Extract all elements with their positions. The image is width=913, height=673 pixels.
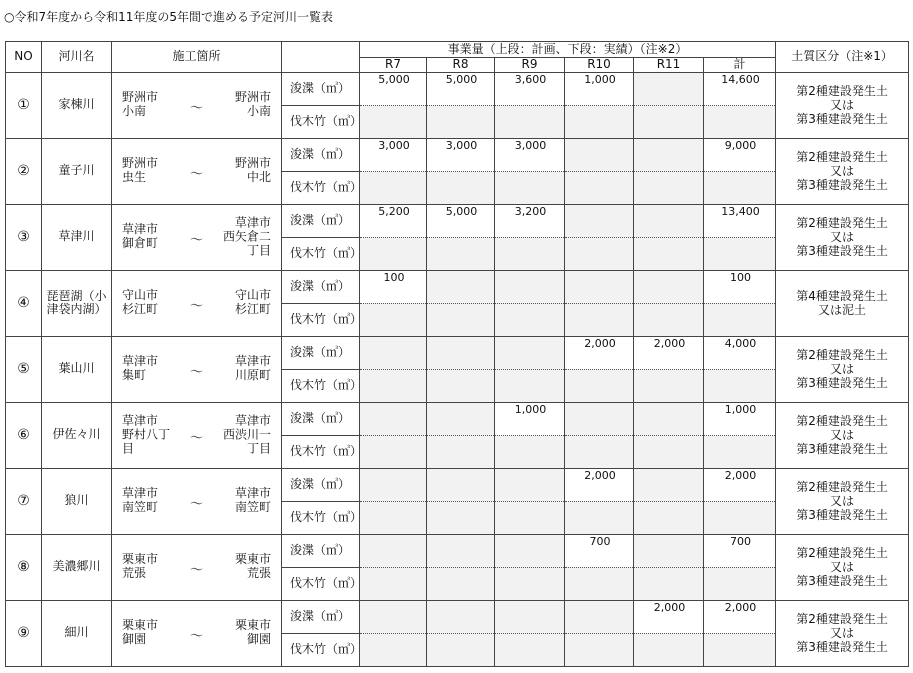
plan-value: 2,000 <box>565 336 634 369</box>
actual-value <box>634 303 704 336</box>
place-from: 野洲市 虫生 <box>122 156 159 185</box>
actual-value <box>634 237 704 270</box>
dredge-label: 浚渫（㎥） <box>282 270 360 303</box>
river-name: 細川 <box>42 600 112 666</box>
plan-value <box>565 138 634 171</box>
row-no: ⑨ <box>6 600 42 666</box>
tree-label: 伐木竹（㎥） <box>282 303 360 336</box>
plan-value <box>360 600 427 633</box>
plan-value: 2,000 <box>634 336 704 369</box>
row-no: ⑥ <box>6 402 42 468</box>
soil-class: 第2種建設発生土 又は 第3種建設発生土 <box>776 336 909 402</box>
dredge-label: 浚渫（㎥） <box>282 468 360 501</box>
plan-value <box>360 336 427 369</box>
plan-value <box>427 270 495 303</box>
actual-value <box>427 501 495 534</box>
soil-class: 第2種建設発生土 又は 第3種建設発生土 <box>776 534 909 600</box>
plan-value <box>634 138 704 171</box>
row-no: ③ <box>6 204 42 270</box>
place-from: 守山市 杉江町 <box>122 288 159 317</box>
plan-value: 5,200 <box>360 204 427 237</box>
plan-value: 1,000 <box>704 402 776 435</box>
plan-value <box>427 468 495 501</box>
actual-value <box>704 171 776 204</box>
soil-class: 第2種建設発生土 又は 第3種建設発生土 <box>776 468 909 534</box>
place-to: 草津市 川原町 <box>234 354 271 383</box>
actual-value <box>495 501 565 534</box>
soil-class: 第2種建設発生土 又は 第3種建設発生土 <box>776 72 909 138</box>
header-type <box>282 42 360 73</box>
actual-value <box>565 369 634 402</box>
soil-class: 第4種建設発生土 又は泥土 <box>776 270 909 336</box>
river-name: 琵琶湖（小 津袋内湖） <box>42 270 112 336</box>
actual-value <box>565 237 634 270</box>
place-to: 草津市 南笠町 <box>234 486 271 515</box>
row-no: ⑦ <box>6 468 42 534</box>
actual-value <box>704 567 776 600</box>
actual-value <box>704 303 776 336</box>
actual-value <box>704 501 776 534</box>
tree-label: 伐木竹（㎥） <box>282 171 360 204</box>
place-tilde: ～ <box>189 299 204 315</box>
plan-value <box>634 534 704 567</box>
actual-value <box>634 567 704 600</box>
actual-value <box>634 171 704 204</box>
plan-value <box>427 534 495 567</box>
river-name: 童子川 <box>42 138 112 204</box>
actual-value <box>634 633 704 666</box>
plan-value: 3,000 <box>360 138 427 171</box>
soil-class: 第2種建設発生土 又は 第3種建設発生土 <box>776 204 909 270</box>
plan-value: 13,400 <box>704 204 776 237</box>
place-to: 野洲市 小南 <box>234 90 271 119</box>
header-river: 河川名 <box>42 42 112 73</box>
place-cell <box>112 468 282 534</box>
header-place: 施工箇所 <box>112 42 282 73</box>
plan-value: 2,000 <box>704 600 776 633</box>
plan-value: 5,000 <box>427 72 495 105</box>
actual-value <box>360 303 427 336</box>
plan-value <box>495 534 565 567</box>
page-title: ○令和7年度から令和11年度の5年間で進める予定河川一覧表 <box>4 10 334 24</box>
river-name: 伊佐々川 <box>42 402 112 468</box>
header-year: R11 <box>634 58 704 73</box>
actual-value <box>360 105 427 138</box>
actual-value <box>704 105 776 138</box>
actual-value <box>495 633 565 666</box>
plan-value <box>427 600 495 633</box>
plan-value: 3,000 <box>427 138 495 171</box>
actual-value <box>704 435 776 468</box>
actual-value <box>565 105 634 138</box>
plan-value: 2,000 <box>565 468 634 501</box>
place-from: 草津市 野村八丁 目 <box>122 413 171 456</box>
place-to: 野洲市 中北 <box>234 156 271 185</box>
soil-class: 第2種建設発生土 又は 第3種建設発生土 <box>776 600 909 666</box>
plan-value: 3,600 <box>495 72 565 105</box>
plan-value: 3,000 <box>495 138 565 171</box>
place-from: 草津市 御倉町 <box>122 222 159 251</box>
actual-value <box>427 633 495 666</box>
actual-value <box>427 303 495 336</box>
header-no: NO <box>6 42 42 73</box>
plan-value: 700 <box>704 534 776 567</box>
actual-value <box>634 501 704 534</box>
plan-value <box>634 270 704 303</box>
actual-value <box>360 633 427 666</box>
actual-value <box>495 237 565 270</box>
place-cell <box>112 600 282 666</box>
plan-value: 5,000 <box>360 72 427 105</box>
place-to: 草津市 西渋川一 丁目 <box>222 413 271 456</box>
dredge-label: 浚渫（㎥） <box>282 600 360 633</box>
tree-label: 伐木竹（㎥） <box>282 237 360 270</box>
place-to: 栗東市 御園 <box>234 618 271 647</box>
plan-value <box>634 402 704 435</box>
actual-value <box>360 567 427 600</box>
place-tilde: ～ <box>189 497 204 513</box>
actual-value <box>427 567 495 600</box>
place-tilde: ～ <box>189 563 204 579</box>
actual-value <box>565 633 634 666</box>
plan-value: 9,000 <box>704 138 776 171</box>
river-plan-table <box>5 41 909 667</box>
plan-value: 4,000 <box>704 336 776 369</box>
tree-label: 伐木竹（㎥） <box>282 501 360 534</box>
header-year: 計 <box>704 58 776 73</box>
header-year: R10 <box>565 58 634 73</box>
plan-value <box>360 468 427 501</box>
dredge-label: 浚渫（㎥） <box>282 402 360 435</box>
plan-value: 3,200 <box>495 204 565 237</box>
river-name: 葉山川 <box>42 336 112 402</box>
plan-value <box>565 204 634 237</box>
header-year: R7 <box>360 58 427 73</box>
place-cell <box>112 402 282 468</box>
place-tilde: ～ <box>189 431 204 447</box>
dredge-label: 浚渫（㎥） <box>282 204 360 237</box>
tree-label: 伐木竹（㎥） <box>282 105 360 138</box>
place-tilde: ～ <box>189 629 204 645</box>
header-soil: 土質区分（注※1） <box>776 42 909 73</box>
place-cell <box>112 534 282 600</box>
row-no: ⑤ <box>6 336 42 402</box>
actual-value <box>360 435 427 468</box>
place-cell <box>112 336 282 402</box>
place-tilde: ～ <box>189 365 204 381</box>
actual-value <box>427 105 495 138</box>
row-no: ④ <box>6 270 42 336</box>
dredge-label: 浚渫（㎥） <box>282 138 360 171</box>
place-tilde: ～ <box>189 101 204 117</box>
soil-class: 第2種建設発生土 又は 第3種建設発生土 <box>776 138 909 204</box>
plan-value <box>360 534 427 567</box>
place-tilde: ～ <box>189 233 204 249</box>
header-year: R9 <box>495 58 565 73</box>
tree-label: 伐木竹（㎥） <box>282 567 360 600</box>
header-volume: 事業量（上段：計画、下段：実績）（注※2） <box>360 42 776 58</box>
actual-value <box>360 237 427 270</box>
plan-value <box>565 600 634 633</box>
tree-label: 伐木竹（㎥） <box>282 435 360 468</box>
plan-value <box>427 402 495 435</box>
place-cell <box>112 72 282 138</box>
actual-value <box>495 567 565 600</box>
actual-value <box>704 633 776 666</box>
actual-value <box>360 171 427 204</box>
actual-value <box>565 567 634 600</box>
plan-value: 100 <box>704 270 776 303</box>
tree-label: 伐木竹（㎥） <box>282 369 360 402</box>
plan-value: 1,000 <box>565 72 634 105</box>
actual-value <box>427 171 495 204</box>
row-no: ⑧ <box>6 534 42 600</box>
actual-value <box>360 501 427 534</box>
place-tilde: ～ <box>189 167 204 183</box>
actual-value <box>427 435 495 468</box>
plan-value <box>360 402 427 435</box>
place-cell <box>112 204 282 270</box>
soil-class: 第2種建設発生土 又は 第3種建設発生土 <box>776 402 909 468</box>
plan-value: 1,000 <box>495 402 565 435</box>
place-from: 栗東市 荒張 <box>122 552 159 581</box>
actual-value <box>565 171 634 204</box>
actual-value <box>634 105 704 138</box>
plan-value <box>427 336 495 369</box>
plan-value: 5,000 <box>427 204 495 237</box>
river-name: 美濃郷川 <box>42 534 112 600</box>
actual-value <box>427 237 495 270</box>
actual-value <box>565 501 634 534</box>
row-no: ② <box>6 138 42 204</box>
actual-value <box>704 369 776 402</box>
actual-value <box>495 435 565 468</box>
dredge-label: 浚渫（㎥） <box>282 72 360 105</box>
actual-value <box>427 369 495 402</box>
plan-value: 2,000 <box>634 600 704 633</box>
actual-value <box>495 303 565 336</box>
place-to: 栗東市 荒張 <box>234 552 271 581</box>
plan-value <box>565 270 634 303</box>
river-name: 草津川 <box>42 204 112 270</box>
actual-value <box>565 435 634 468</box>
header-year: R8 <box>427 58 495 73</box>
plan-value <box>495 468 565 501</box>
actual-value <box>634 435 704 468</box>
place-to: 草津市 西矢倉二 丁目 <box>222 215 271 258</box>
river-name: 家棟川 <box>42 72 112 138</box>
plan-value <box>565 402 634 435</box>
place-from: 草津市 南笠町 <box>122 486 159 515</box>
actual-value <box>495 171 565 204</box>
actual-value <box>704 237 776 270</box>
actual-value <box>565 303 634 336</box>
dredge-label: 浚渫（㎥） <box>282 336 360 369</box>
dredge-label: 浚渫（㎥） <box>282 534 360 567</box>
actual-value <box>360 369 427 402</box>
place-from: 栗東市 御園 <box>122 618 159 647</box>
plan-value <box>634 72 704 105</box>
plan-value: 100 <box>360 270 427 303</box>
plan-value <box>634 204 704 237</box>
plan-value <box>495 270 565 303</box>
place-cell <box>112 270 282 336</box>
plan-value: 14,600 <box>704 72 776 105</box>
plan-value: 2,000 <box>704 468 776 501</box>
river-name: 狼川 <box>42 468 112 534</box>
actual-value <box>495 369 565 402</box>
tree-label: 伐木竹（㎥） <box>282 633 360 666</box>
place-cell <box>112 138 282 204</box>
actual-value <box>634 369 704 402</box>
place-from: 草津市 集町 <box>122 354 159 383</box>
plan-value <box>634 468 704 501</box>
plan-value <box>495 600 565 633</box>
plan-value <box>495 336 565 369</box>
row-no: ① <box>6 72 42 138</box>
actual-value <box>495 105 565 138</box>
place-from: 野洲市 小南 <box>122 90 159 119</box>
plan-value: 700 <box>565 534 634 567</box>
place-to: 守山市 杉江町 <box>234 288 271 317</box>
